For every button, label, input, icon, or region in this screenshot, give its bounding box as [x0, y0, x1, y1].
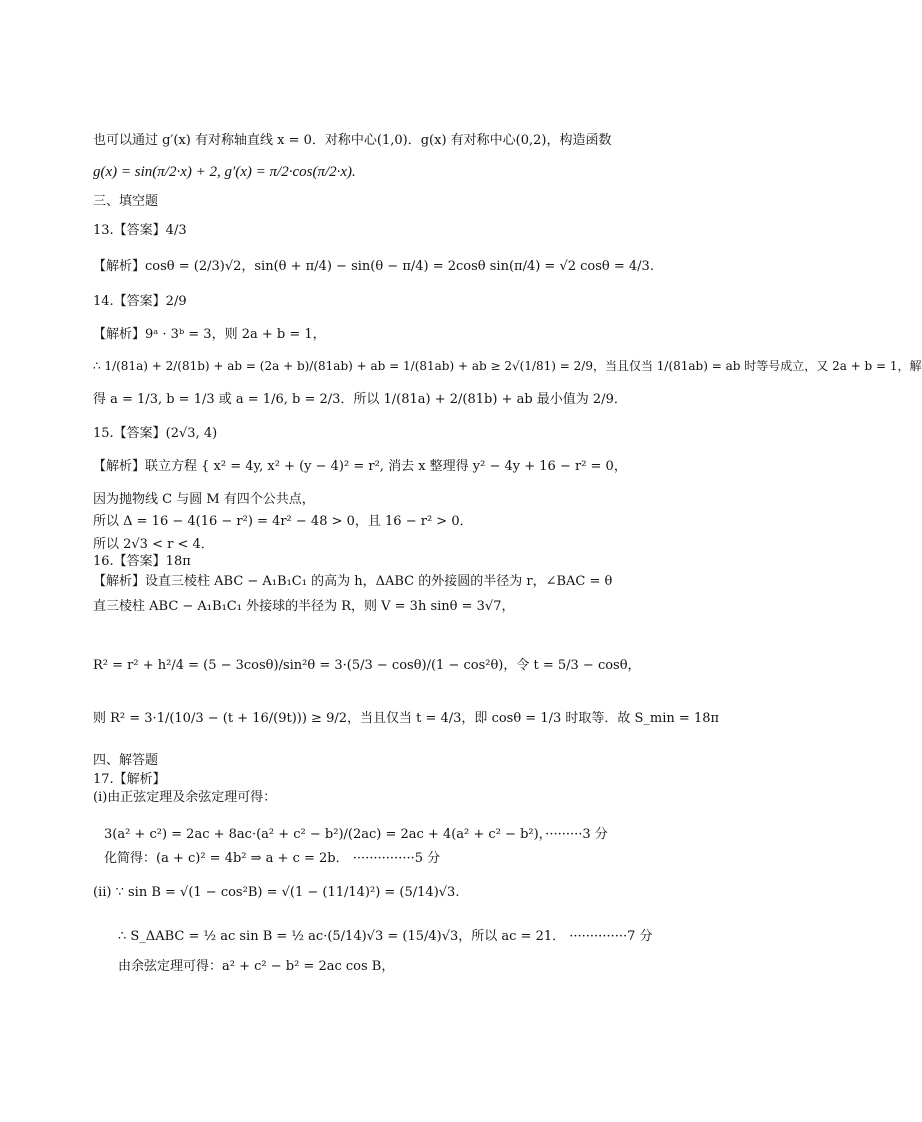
answer-line: 14.【答案】2/9	[93, 294, 187, 309]
equation-line: 化简得：(a + c)² = 4b² ⇒ a + c = 2b． ···············5 分	[104, 851, 441, 866]
section-heading: 四、解答题	[93, 753, 159, 768]
equation-line: 则 R² = 3·1/(10/3 − (t + 16/(9t))) ≥ 9/2，当且仅当 t = 4/3，即 cosθ = 1/3 时取等．故 S_min = 18π	[93, 711, 720, 726]
answer-line: 16.【答案】18π	[93, 554, 191, 569]
text-line: 因为抛物线 C 与圆 M 有四个公共点，	[93, 492, 315, 507]
solution-line: 【解析】cosθ = (2/3)√2，sin(θ + π/4) − sin(θ − π/4) = 2cosθ sin(π/4) = √2 cosθ = 4/3.	[93, 259, 654, 274]
equation-line: g(x) = sin(π/2·x) + 2, g′(x) = π/2·cos(π/2·x).	[93, 164, 356, 180]
equation-line: (ⅱ) ∵ sin B = √(1 − cos²B) = √(1 − (11/14)²) = (5/14)√3.	[93, 885, 460, 900]
section-heading: 三、填空题	[93, 194, 159, 209]
text-line: (ⅰ)由正弦定理及余弦定理可得：	[93, 790, 277, 805]
equation-line: R² = r² + h²/4 = (5 − 3cosθ)/sin²θ = 3·(5/3 − cosθ)/(1 − cos²θ)，令 t = 5/3 − cosθ，	[93, 658, 641, 673]
equation-line: 由余弦定理可得：a² + c² − b² = 2ac cos B，	[118, 959, 395, 974]
equation-line: ∴ S_ΔABC = ½ ac sin B = ½ ac·(5/14)√3 = (15/4)√3，所以 ac = 21． ··············7 分	[118, 929, 653, 944]
equation-line: 3(a² + c²) = 2ac + 8ac·(a² + c² − b²)/(2ac) = 2ac + 4(a² + c² − b²)，·········3 分	[104, 827, 608, 842]
answer-line: 15.【答案】(2√3, 4)	[93, 426, 218, 441]
text-line: 所以 2√3 < r < 4．	[93, 537, 214, 552]
answer-line: 13.【答案】4/3	[93, 223, 187, 238]
solution-line: ∴ 1/(81a) + 2/(81b) + ab = (2a + b)/(81ab) + ab = 1/(81ab) + ab ≥ 2√(1/81) = 2/9，当且仅当 1/(81ab) = ab 时等号成立，又 2a + b = 1，解	[93, 359, 922, 373]
solution-line: 【解析】9ᵃ · 3ᵇ = 3，则 2a + b = 1，	[93, 327, 326, 342]
text-line: 也可以通过 g′(x) 有对称轴直线 x = 0．对称中心(1,0)．g(x) 有对称中心(0,2)，构造函数	[93, 133, 612, 148]
solution-line: 【解析】设直三棱柱 ABC − A₁B₁C₁ 的高为 h，ΔABC 的外接圆的半径为 r，∠BAC = θ	[93, 574, 613, 589]
solution-line: 【解析】联立方程 { x² = 4y, x² + (y − 4)² = r², 消去 x 整理得 y² − 4y + 16 − r² = 0，	[93, 459, 627, 474]
problem-heading: 17.【解析】	[93, 772, 166, 787]
text-line: 直三棱柱 ABC − A₁B₁C₁ 外接球的半径为 R，则 V = 3h sinθ = 3√7，	[93, 599, 515, 614]
solution-line: 得 a = 1/3, b = 1/3 或 a = 1/6, b = 2/3．所以 1/(81a) + 2/(81b) + ab 最小值为 2/9．	[93, 392, 627, 407]
text-line: 所以 Δ = 16 − 4(16 − r²) = 4r² − 48 > 0，且 16 − r² > 0．	[93, 514, 473, 529]
